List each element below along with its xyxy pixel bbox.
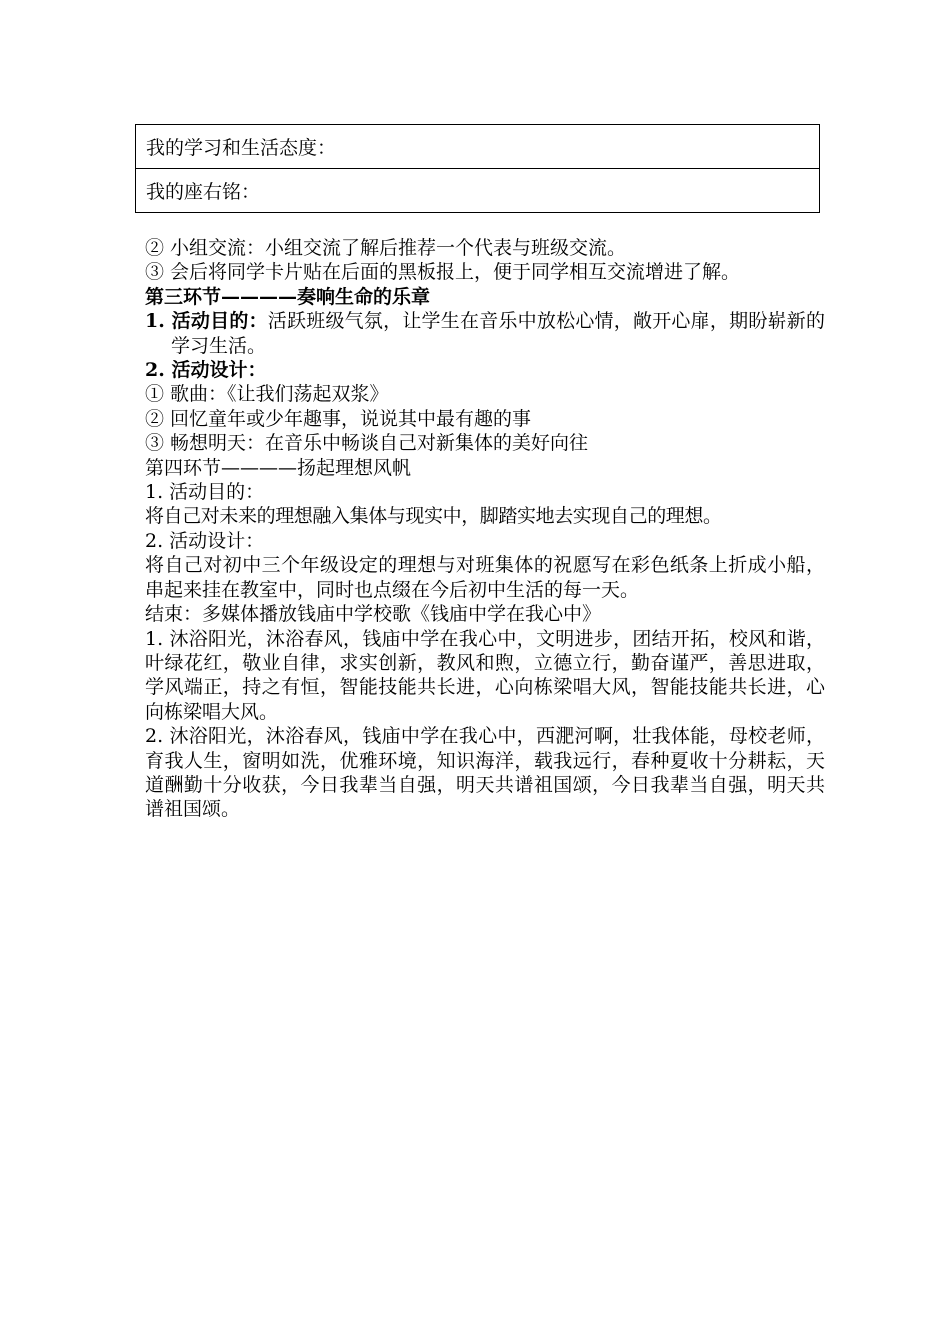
imagine-line: ③ 畅想明天：在音乐中畅谈自己对新集体的美好向往 bbox=[145, 432, 589, 455]
ending-line: 结束：多媒体播放钱庙中学校歌《钱庙中学在我心中》 bbox=[145, 603, 602, 626]
section-four-design-text: 将自己对初中三个年级设定的理想与对班集体的祝愿写在彩色纸条上折成小船，串起来挂在教室中，同时也点缀在今后初中生活的每一天。 bbox=[145, 554, 825, 601]
table-row bbox=[136, 125, 820, 169]
purpose-text: 活跃班级气氛，让学生在音乐中放松心情，敞开心扉，期盼崭新的学习生活。 bbox=[171, 310, 825, 357]
section-four-heading: 第四环节————扬起理想风帆 bbox=[145, 456, 412, 479]
table-row bbox=[136, 169, 820, 213]
attitude-cell: 我的学习和生活态度： bbox=[136, 125, 820, 169]
card-post-line: ③ 会后将同学卡片贴在后面的黑板报上，便于同学相互交流增进了解。 bbox=[145, 261, 741, 284]
section-three-heading: 第三环节————奏响生命的乐章 bbox=[145, 285, 431, 308]
section-four-design-label: 2. 活动设计： bbox=[145, 529, 265, 552]
document-body bbox=[145, 236, 825, 822]
section-four-purpose-label: 1. 活动目的： bbox=[145, 481, 265, 504]
motto-cell: 我的座右铭： bbox=[136, 169, 820, 213]
purpose-label: 1. 活动目的： bbox=[145, 310, 268, 333]
student-card-table bbox=[135, 124, 820, 213]
song-line: ① 歌曲：《让我们荡起双浆》 bbox=[145, 383, 389, 406]
group-exchange-line: ② 小组交流：小组交流了解后推荐一个代表与班级交流。 bbox=[145, 237, 627, 259]
school-song-verse-1: 1. 沐浴阳光，沐浴春风，钱庙中学在我心中，文明进步，团结开拓，校风和谐，叶绿花红，敬业自律，求实创新，教风和煦，立德立行，勤奋谨严，善思进取，学风端正，持之有恒，智能技能共长进，心向栋梁唱大风，智能技能共长进，心向栋梁唱大风。 bbox=[145, 627, 825, 723]
section-three-design-label: 2. 活动设计： bbox=[145, 359, 267, 382]
section-four-purpose-text: 将自己对未来的理想融入集体与现实中，脚踏实地去实现自己的理想。 bbox=[145, 505, 722, 528]
section-three-purpose bbox=[145, 309, 825, 358]
school-song-verse-2: 2. 沐浴阳光，沐浴春风，钱庙中学在我心中，西淝河啊，壮我体能，母校老师，育我人生，窗明如洗，优雅环境，知识海洋，载我远行，春种夏收十分耕耘，天道酬勤十分收获，今日我辈当自强，明天共谱祖国颂，今日我辈当自强，明天共谱祖国颂。 bbox=[145, 725, 825, 821]
childhood-line: ② 回忆童年或少年趣事，说说其中最有趣的事 bbox=[145, 407, 532, 430]
